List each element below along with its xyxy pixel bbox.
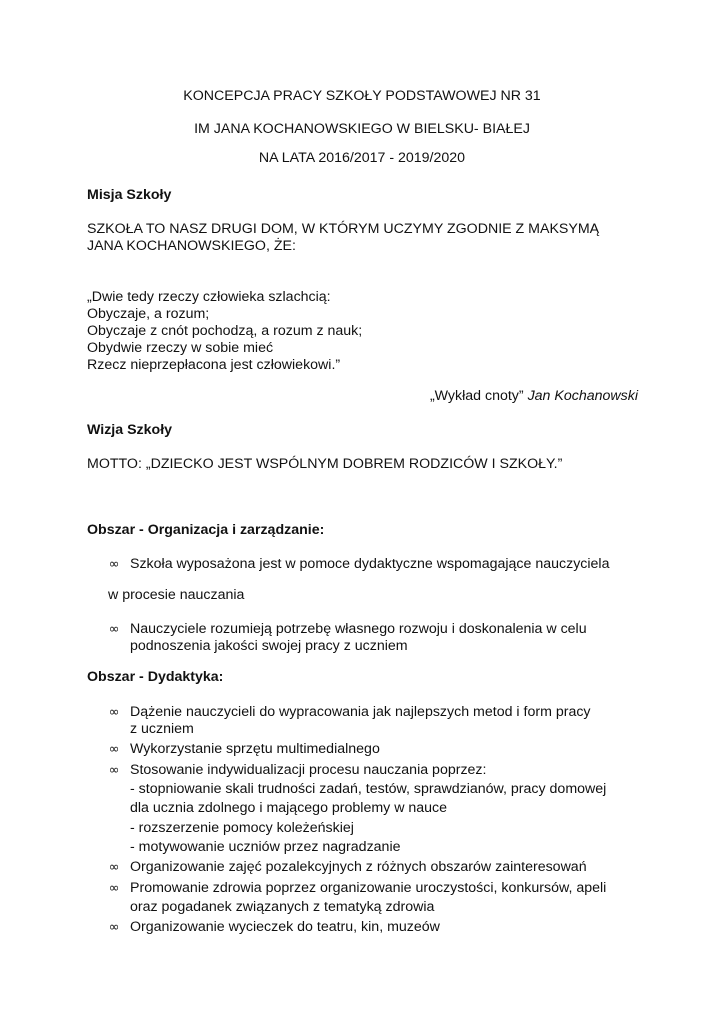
title-line-2: IM JANA KOCHANOWSKIEGO W BIELSKU- BIAŁEJ: [194, 121, 530, 137]
list-item-line: Stosowanie indywidualizacji procesu nauczania poprzez:: [130, 762, 487, 778]
quote-line-1: „Dwie tedy rzeczy człowieka szlachcią:: [87, 289, 331, 305]
vision-heading: Wizja Szkoły: [87, 422, 173, 438]
vision-motto: MOTTO: „DZIECKO JEST WSPÓLNYM DOBREM RODZICÓW I SZKOŁY.”: [87, 456, 563, 472]
quote-line-2: Obyczaje, a rozum;: [87, 306, 210, 322]
area1-item-2-line-2: podnoszenia jakości swojej pracy z uczniem: [130, 638, 408, 654]
area-organization-heading: Obszar - Organizacja i zarządzanie:: [87, 522, 325, 538]
mission-text-line-2: JANA KOCHANOWSKIEGO, ŻE:: [87, 238, 296, 254]
title-line-3: NA LATA 2016/2017 - 2019/2020: [258, 150, 466, 166]
area1-item-1-line-1: Szkoła wyposażona jest w pomoce dydaktyczne wspomagające nauczyciela: [130, 556, 610, 572]
infinity-bullet-icon: ∞: [108, 763, 120, 778]
quote-line-4: Obydwie rzeczy w sobie mieć: [87, 340, 274, 356]
infinity-bullet-icon: ∞: [108, 557, 120, 572]
list-item-line: Organizowanie zajęć pozalekcyjnych z różnych obszarów zainteresowań: [130, 859, 587, 875]
mission-heading: Misja Szkoły: [87, 187, 172, 203]
area1-item-2-line-1: Nauczyciele rozumieją potrzebę własnego rozwoju i doskonalenia w celu: [130, 621, 587, 637]
infinity-bullet-icon: ∞: [108, 860, 120, 875]
title-line-1: KONCEPCJA PRACY SZKOŁY PODSTAWOWEJ NR 31: [183, 88, 541, 104]
infinity-bullet-icon: ∞: [108, 705, 120, 720]
list-item-line: - rozszerzenie pomocy koleżeńskiej: [130, 820, 354, 836]
infinity-bullet-icon: ∞: [108, 622, 120, 637]
infinity-bullet-icon: ∞: [108, 920, 120, 935]
list-item-line: - stopniowanie skali trudności zadań, testów, sprawdzianów, pracy domowej: [130, 781, 607, 797]
list-item-line: Dążenie nauczycieli do wypracowania jak najlepszych metod i form pracy: [130, 704, 591, 720]
infinity-bullet-icon: ∞: [108, 742, 120, 757]
quote-line-5: Rzecz nieprzepłacona jest człowiekowi.”: [87, 357, 341, 373]
infinity-bullet-icon: ∞: [108, 881, 120, 896]
quote-line-3: Obyczaje z cnót pochodzą, a rozum z nauk;: [87, 323, 363, 339]
quote-source: [430, 388, 638, 405]
list-item-line: Promowanie zdrowia poprzez organizowanie uroczystości, konkursów, apeli: [130, 880, 607, 896]
mission-text-line-1: SZKOŁA TO NASZ DRUGI DOM, W KTÓRYM UCZYMY ZGODNIE Z MAKSYMĄ: [87, 221, 600, 237]
list-item-line: Organizowanie wycieczek do teatru, kin, muzeów: [130, 919, 440, 935]
list-item-line: Wykorzystanie sprzętu multimedialnego: [130, 741, 380, 757]
area1-item-1-line-2: w procesie nauczania: [108, 587, 245, 603]
area-didactics-heading: Obszar - Dydaktyka:: [87, 669, 224, 685]
quote-source-author: Jan Kochanowski: [527, 388, 638, 404]
list-item-line: z uczniem: [130, 721, 194, 737]
list-item-line: oraz pogadanek związanych z tematyką zdrowia: [130, 899, 435, 915]
list-item-line: dla ucznia zdolnego i mającego problemy w nauce: [130, 800, 448, 816]
quote-source-title: „Wykład cnoty”: [429, 388, 524, 404]
list-item-line: - motywowanie uczniów przez nagradzanie: [130, 839, 401, 855]
